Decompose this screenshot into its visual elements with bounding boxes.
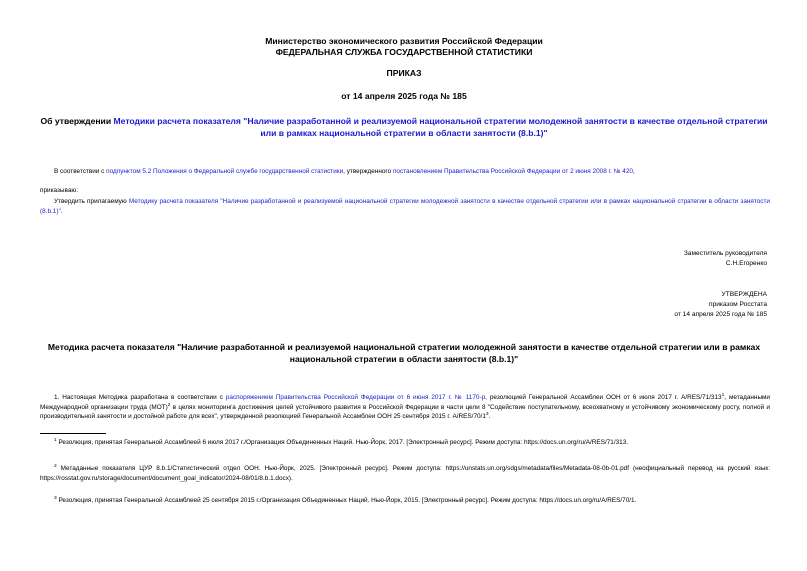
- footnote-text-1: Резолюция, принятая Генеральной Ассамблеей 6 июля 2017 г./Организация Объединенных Наций. Нью-Йорк, 2017. [Электронный ресурс]. Режим доступа: https://docs.un.org/ru/A/RES/71/313.: [56, 439, 629, 446]
- preamble-text-3: ,: [632, 168, 635, 175]
- order-word: приказываю:: [40, 187, 78, 194]
- footnote-ref-2[interactable]: 2: [167, 402, 171, 408]
- approval-line-3: от 14 апреля 2025 года № 185: [674, 311, 767, 318]
- footnote-ref-1[interactable]: 1: [721, 392, 725, 398]
- signatory-position: Заместитель руководителя: [683, 250, 767, 257]
- clause-1-text-1: 1. Настоящая Методика разработана в соответствии с: [54, 394, 226, 401]
- order-text-1: Утвердить прилагаемую: [54, 198, 129, 205]
- ministry-name: Министерство экономического развития Российской Федерации: [265, 36, 543, 46]
- footnote-text-3: Резолюция, принятая Генеральной Ассамблеей 25 сентября 2015 г./Организация Объединенных Наций. Нью-Йорк, 2015. [Электронный ресурс]. Режим доступа: https://docs.un.org/ru/A/RES/70/1.: [56, 497, 637, 504]
- clause-1-text-4: в целях мониторинга достижения целей устойчивого развития в Российской Федерации в части цели 8 "Содействие поступательному, всеохватному и устойчивому экономическому росту, полной и производительной занятости и достойной работе для всех", утвержденной резолюцией Генеральной Ассамблеи ООН 25 сентября 2015 г. A/RES/70/1: [40, 403, 770, 421]
- order-title: [36, 116, 772, 139]
- order-text-2: .: [60, 207, 63, 215]
- approval-line-1: УТВЕРЖДЕНА: [721, 291, 767, 298]
- methodology-heading: Методика расчета показателя "Наличие разработанной и реализуемой национальной стратегии молодежной занятости в качестве отдельной стратегии или в рамках национальной стратегии в области занятости (8.b.1)": [47, 342, 761, 364]
- preamble: [40, 167, 770, 177]
- footnote-separator: [40, 433, 106, 434]
- clause-1: [40, 393, 770, 422]
- footnote-mark-1: 1: [54, 437, 57, 443]
- regulation-link[interactable]: подпунктом 5.2 Положения о Федеральной службе государственной статистики: [106, 168, 344, 175]
- approved-methodology-link[interactable]: Методику расчета показателя "Наличие разработанной и реализуемой национальной стратегии молодежной занятости в качестве отдельной стратегии или в рамках национальной стратегии в области занятости (8.b.1)": [40, 198, 770, 215]
- footnote-3: [40, 496, 770, 506]
- doc-date: от 14 апреля 2025 года № 185: [341, 91, 467, 101]
- footnote-mark-3: 3: [54, 495, 57, 501]
- footnote-1: [40, 438, 770, 448]
- doc-type: ПРИКАЗ: [386, 68, 422, 78]
- footnote-ref-3[interactable]: 3: [485, 412, 489, 418]
- government-order-link[interactable]: распоряжением Правительства Российской Федерации от 6 июня 2017 г. № 1170-р: [225, 394, 486, 401]
- clause-1-text-3: , метаданными Международной организации труда (МОТ): [40, 394, 771, 411]
- signatory-name: С.Н.Егоренко: [725, 260, 767, 267]
- footnote-text-2: Метаданные показателя ЦУР 8.b.1/Статистический отдел ООН. Нью-Йорк, 2025. [Электронный ресурс]. Режим доступа: https://unstats.un.org/sdgs/metadata/files/Metadata-08-0b-01.pdf (неофициальный перевод на русский язык: https://rosstat.gov.ru/storage/document/document_goal_indicator/2024-08/01/8.b.1.docx).: [40, 465, 770, 482]
- approval-line-2: приказом Росстата: [709, 301, 767, 308]
- government-decree-link[interactable]: постановлением Правительства Российской Федерации от 2 июня 2008 г. № 420: [392, 168, 633, 175]
- footnote-2: [40, 464, 770, 483]
- order-paragraph: [40, 197, 770, 216]
- preamble-text-2: , утвержденного: [343, 168, 393, 175]
- title-prefix: Об утверждении: [40, 116, 114, 126]
- clause-1-text-5: .: [488, 413, 491, 421]
- preamble-text-1: В соответствии с: [54, 168, 107, 175]
- footnote-mark-2: 2: [54, 463, 57, 469]
- methodology-title-link[interactable]: Методики расчета показателя "Наличие разработанной и реализуемой национальной стратегии молодежной занятости в качестве отдельной стратегии или в рамках национальной стратегии в области занятости (8.b.1)": [113, 116, 768, 138]
- service-name: ФЕДЕРАЛЬНАЯ СЛУЖБА ГОСУДАРСТВЕННОЙ СТАТИСТИКИ: [275, 47, 533, 57]
- clause-1-text-2: , резолюцией Генеральной Ассамблеи ООН от 6 июля 2017 г. A/RES/71/313: [485, 394, 722, 401]
